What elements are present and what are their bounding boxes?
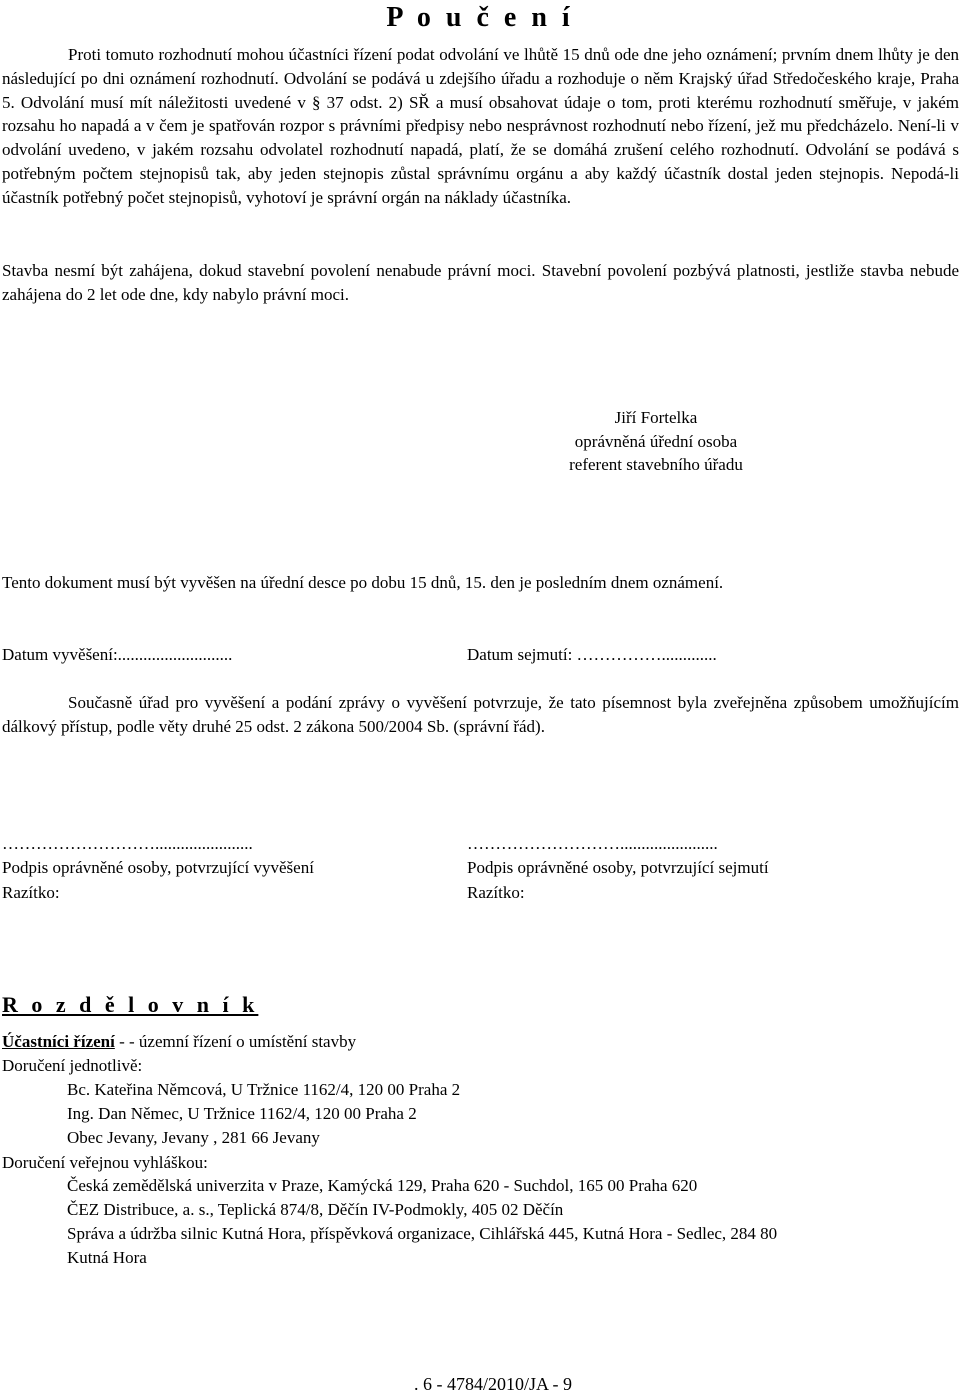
recipient-item: Česká zemědělská univerzita v Praze, Kamýcká 129, Praha 620 - Suchdol, 165 00 Praha 620 (67, 1176, 698, 1195)
date-posted-field: Datum vyvěšení:........................... (2, 645, 233, 664)
signature-line-removed: ………………………....................... (467, 834, 718, 853)
distribution-heading: R o z d ě l o v n í k (2, 992, 259, 1017)
participants-line (2, 1031, 356, 1053)
posting-notice: Tento dokument musí být vyvěšen na úřední desce po dobu 15 dnů, 15. den je posledním dnem oznámení. (2, 573, 724, 592)
recipient-item: Obec Jevany, Jevany , 281 66 Jevany (67, 1128, 320, 1147)
recipient-item: ČEZ Distribuce, a. s., Teplická 874/8, Děčín IV-Podmokly, 405 02 Děčín (67, 1200, 564, 1219)
appeal-text: Proti tomuto rozhodnutí mohou účastníci řízení podat odvolání ve lhůtě 15 dnů ode dne jeho oznámení; prvním dnem lhůty je den následující po dni oznámení rozhodnutí. Odvolání se podává u zdejšího úřadu a rozhoduje o něm Krajský úřad Středočeského kraje, Praha 5. Odvolání musí mít náležitosti uvedené v § 37 odst. 2) SŘ a musí obsahovat údaje o tom, proti kterému rozhodnutí směřuje, v jakém rozsahu ho napadá a v čem je spatřován rozpor s právními předpisy nebo nesprávnost rozhodnutí nebo řízení, jež mu předcházelo. Není-li v odvolání uvedeno, v jakém rozsahu odvolatel rozhodnutí napadá, platí, že se domáhá zrušení celého rozhodnutí. Odvolání se podává s potřebným počtem stejnopisů tak, aby jeden stejnopis zůstal správnímu orgánu a aby každý účastník dostal jeden stejnopis. Nepodá-li účastník potřebný počet stejnopisů, vyhotoví je správní orgán na náklady účastníka. (2, 45, 959, 207)
participants-label: Účastníci řízení (2, 1032, 115, 1051)
page-footer-reference: . 6 - 4784/2010/JA - 9 (413, 1374, 572, 1394)
individual-delivery-label: Doručení jednotlivě: (2, 1056, 143, 1075)
official-position: referent stavebního úřadu (569, 455, 743, 474)
signature-line-posted: ………………………....................... (2, 834, 253, 853)
recipient-item: Ing. Dan Němec, U Tržnice 1162/4, 120 00 Praha 2 (67, 1104, 417, 1123)
participants-description: - - územní řízení o umístění stavby (114, 1032, 357, 1051)
stamp-removed-label: Razítko: (467, 883, 525, 902)
appeal-instructions (2, 43, 959, 210)
recipient-item: Bc. Kateřina Němcová, U Tržnice 1162/4, 120 00 Praha 2 (67, 1080, 461, 1099)
signature-removed-label: Podpis oprávněné osoby, potvrzující sejmutí (467, 858, 769, 877)
page-title: P o u č e n í (386, 2, 574, 33)
official-signature-block (400, 406, 912, 477)
recipient-item: Správa a údržba silnic Kutná Hora, příspěvková organizace, Cihlářská 445, Kutná Hora - Sedlec, 284 80 (67, 1224, 778, 1243)
public-delivery-label: Doručení veřejnou vyhláškou: (2, 1153, 208, 1172)
publication-confirmation: Současně úřad pro vyvěšení a podání zprávy o vyvěšení potvrzuje, že tato písemnost byla zveřejněna způsobem umožňujícím dálkový přístup, podle věty druhé 25 odst. 2 zákona 500/2004 Sb. (správní řád). (2, 693, 959, 736)
signature-posted-label: Podpis oprávněné osoby, potvrzující vyvěšení (2, 858, 314, 877)
official-role: oprávněná úřední osoba (574, 431, 738, 451)
construction-validity-text: Stavba nesmí být zahájena, dokud stavební povolení nenabude právní moci. Stavební povolení pozbývá platnosti, jestliže stavba nebude zahájena do 2 let ode dne, kdy nabylo právní moci. (2, 261, 959, 304)
recipient-item: Kutná Hora (67, 1248, 147, 1267)
official-name: Jiří Fortelka (614, 408, 698, 427)
date-removed-field: Datum sejmutí: ……………............. (467, 645, 717, 664)
stamp-posted-label: Razítko: (2, 883, 60, 902)
